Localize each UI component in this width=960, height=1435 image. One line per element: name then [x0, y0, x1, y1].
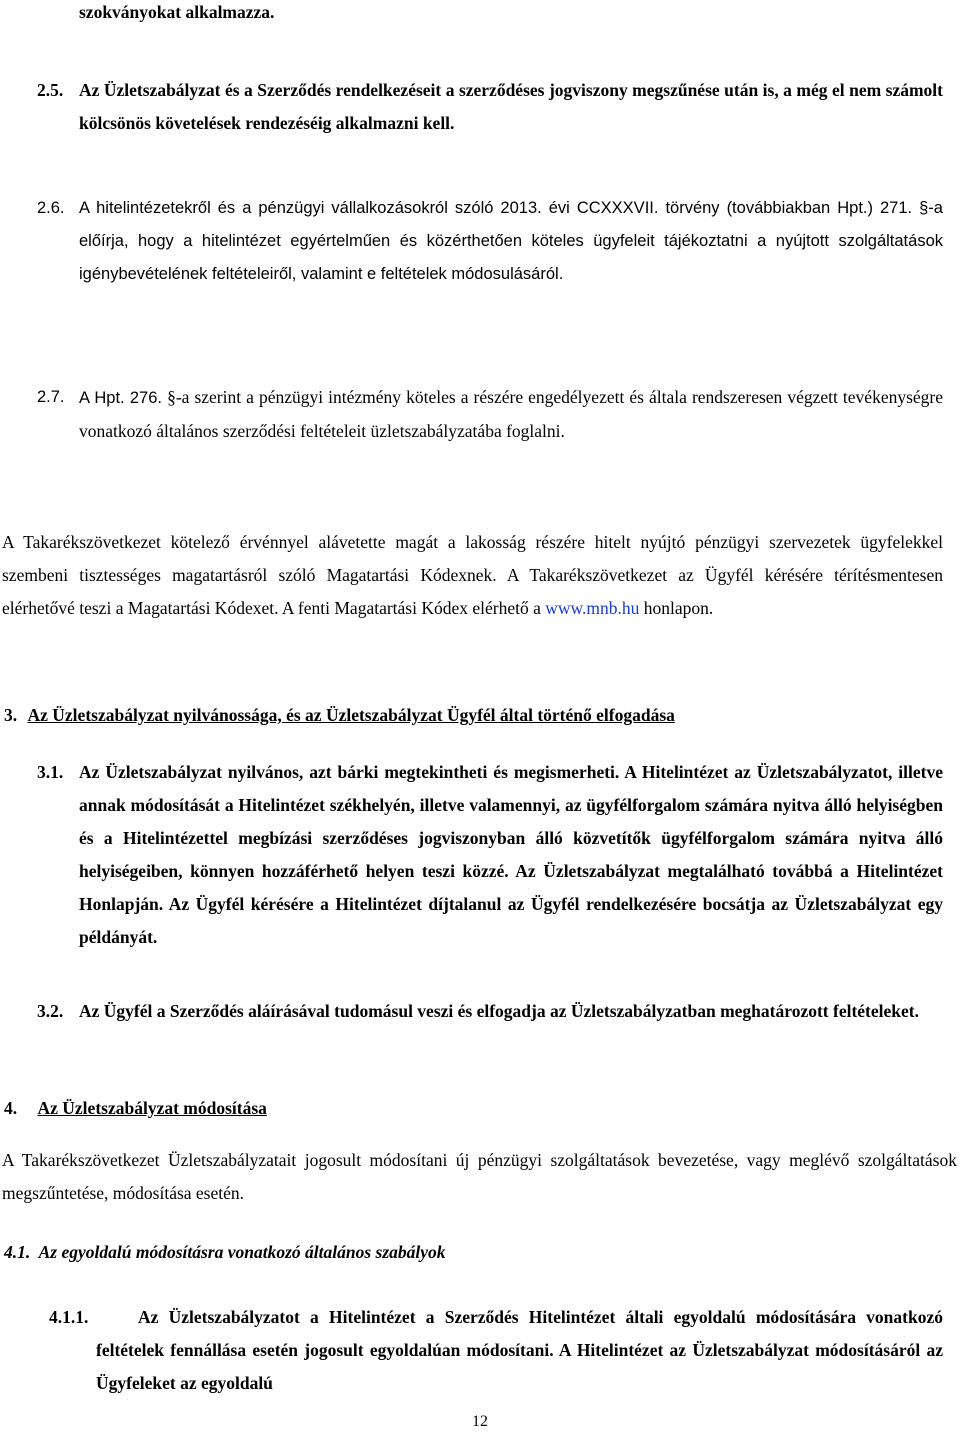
mnb-link[interactable]: www.mnb.hu: [545, 598, 640, 618]
section-3-heading: [4, 699, 944, 732]
section-text: Az Üzletszabályzatot a Hitelintézet a Szerződés Hitelintézet általi egyoldalú módosítására vonatkozó feltételek fennállása esetén jogosult egyoldalúan módosítani. A Hitelintézet az Üzletszabályzat módosításáról az Ügyfeleket az egyoldalú: [96, 1307, 943, 1393]
section-text-part-a: A hitelintézetekről és a pénzügyi vállalkozásokról szóló 2013. évi CCXXXVII. törvény (továbbiakban Hpt.) 271.: [79, 199, 913, 217]
section-3-2: [37, 995, 943, 1028]
section-text-part-a: A Hpt. 276.: [79, 389, 162, 407]
section-number: 2.7.: [37, 388, 65, 406]
section-2-6: [37, 192, 943, 291]
section-number: 2.5.: [37, 80, 64, 100]
section-text: [79, 381, 943, 448]
section-number: 3.: [4, 705, 18, 725]
section-2-5: [37, 74, 943, 140]
section-number: 4.1.1.: [49, 1307, 89, 1327]
section-title: Az Üzletszabályzat módosítása: [37, 1098, 267, 1118]
section-text: Az Ügyfél a Szerződés aláírásával tudomásul veszi és elfogadja az Üzletszabályzatban meghatározott feltételeket.: [79, 1001, 919, 1021]
paragraph-section-4: A Takarékszövetkezet Üzletszabályzatait jogosult módosítani új pénzügyi szolgáltatások bevezetése, vagy meglévő szolgáltatások megszűntetése, módosítása esetén.: [2, 1150, 957, 1203]
section-number: 2.6.: [37, 199, 65, 217]
section-text: Az Üzletszabályzat nyilvános, azt bárki megtekintheti és megismerheti. A Hitelintézet az Üzletszabályzatot, illetve annak módosítását a Hitelintézet székhelyén, illetve valamennyi, az ügyfélforgalom számára nyitva álló helyiségben és a Hitelintézettel megbízási szerződéses jogviszonyban álló közvetítők ügyfélforgalom számára nyitva álló helyiségeiben, könnyen hozzáférhető helyen teszi közzé. Az Üzletszabályzat megtalálható továbbá a Hitelintézet Honlapján. Az Ügyfél kérésére a Hitelintézet díjtalanul az Ügyfél rendelkezésére bocsátja az Üzletszabályzat egy példányát.: [79, 762, 943, 947]
section-number: 3.1.: [37, 762, 64, 782]
section-4-heading: [4, 1092, 944, 1125]
paragraph-magatartasi-kodex: [2, 526, 943, 625]
section-text-part-b: §-a szerint a pénzügyi intézmény köteles a részére engedélyezett és általa rendszeresen végzett tevékenységre vonatkozó általános szerződési feltételeit üzletszabályzatába foglalni.: [79, 387, 944, 441]
section-number: 3.2.: [37, 1001, 64, 1021]
paragraph-text-a: A Takarékszövetkezet kötelező érvénnyel alávetette magát a lakosság részére hitelt nyújtó pénzügyi szervezetek ügyfelekkel szembeni tisztességes magatartásról szóló Magatartási Kódexnek. A Takarékszövetkezet az Ügyfél kérésére térítésmentesen elérhetővé teszi a Magatartási Kódexet. A fenti Magatartási Kódex elérhető a: [2, 532, 943, 618]
page-number: 12: [472, 1413, 488, 1430]
section-title: Az Üzletszabályzat nyilvánossága, és az Üzletszabályzat Ügyfél által történő elfogadása: [27, 705, 675, 725]
section-number: 4.1.: [4, 1242, 31, 1262]
paragraph-text-b: honlapon.: [643, 598, 714, 618]
section-title: Az egyoldalú módosításra vonatkozó általános szabályok: [38, 1242, 446, 1262]
section-4-1-heading: [4, 1236, 944, 1269]
section-text-part-b: §-a előírja, hogy a hitelintézet egyértelműen és közérthetően köteles ügyfeleit tájékoztatni a nyújtott szolgáltatások igénybevételének feltételeiről, valamint e feltételek módosulásáról.: [79, 199, 943, 283]
top-fragment: szokványokat alkalmazza.: [79, 2, 275, 22]
section-2-7: [37, 381, 943, 448]
section-number: 4.: [4, 1098, 18, 1118]
section-text: [79, 192, 943, 291]
section-text: Az Üzletszabályzat és a Szerződés rendelkezéseit a szerződéses jogviszony megszűnése után is, a még el nem számolt kölcsönös követelések rendezéséig alkalmazni kell.: [79, 80, 943, 133]
section-3-1: [37, 756, 943, 954]
section-4-1-1: [49, 1301, 943, 1400]
